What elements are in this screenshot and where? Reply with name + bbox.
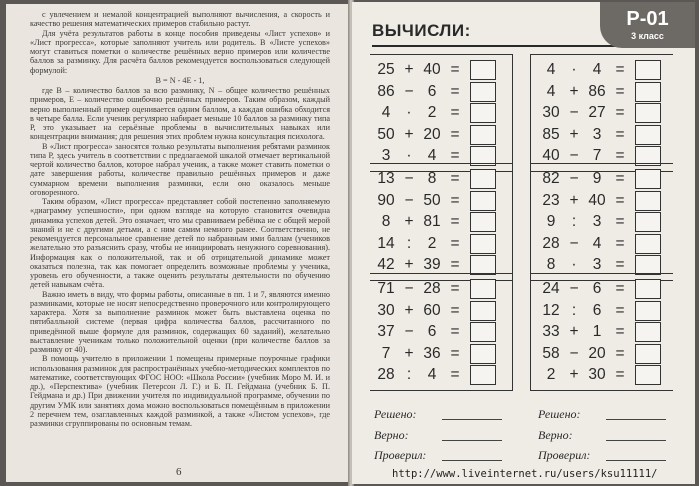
answer-box[interactable] xyxy=(635,191,661,211)
grade-label: 3 класс xyxy=(631,31,664,41)
answer-box[interactable] xyxy=(635,344,661,364)
operand-b: 3 xyxy=(592,256,602,273)
answer-box[interactable] xyxy=(470,191,496,211)
exercise-row xyxy=(539,102,665,124)
equals-sign: = xyxy=(450,170,460,187)
operator: : xyxy=(571,213,577,230)
operand-a: 24 xyxy=(542,280,560,297)
answer-box[interactable] xyxy=(470,212,496,232)
equals-sign: = xyxy=(450,82,460,100)
equals-sign: = xyxy=(615,301,625,319)
exercise-row xyxy=(374,343,500,365)
left-page-text xyxy=(30,10,330,428)
exercise-row xyxy=(374,81,500,103)
answer-box[interactable] xyxy=(635,125,661,145)
answer-box[interactable] xyxy=(470,279,496,299)
answer-box[interactable] xyxy=(470,82,496,102)
left-page xyxy=(6,4,350,482)
result-label: Верно: xyxy=(374,428,409,442)
operand-a: 25 xyxy=(377,61,395,78)
operand-b: 27 xyxy=(588,104,606,121)
operand-b: 6 xyxy=(592,301,602,319)
answer-box[interactable] xyxy=(635,322,661,342)
operand-a: 50 xyxy=(377,125,395,143)
operand-a: 13 xyxy=(377,170,395,187)
operand-b: 7 xyxy=(592,147,602,164)
result-label: Проверил: xyxy=(538,448,591,462)
result-line xyxy=(442,460,502,461)
answer-box[interactable] xyxy=(470,322,496,342)
equals-sign: = xyxy=(615,191,625,209)
equals-sign: = xyxy=(615,104,625,121)
exercise-row xyxy=(374,321,500,343)
operand-b: 30 xyxy=(588,366,606,383)
operator: + xyxy=(404,213,414,230)
answer-box[interactable] xyxy=(470,169,496,189)
operator: − xyxy=(404,170,414,187)
page-number: 6 xyxy=(176,466,182,478)
result-line xyxy=(606,419,666,420)
equals-sign: = xyxy=(615,234,625,252)
operand-b: 4 xyxy=(592,61,602,78)
exercise-row xyxy=(539,278,665,300)
answer-box[interactable] xyxy=(470,255,496,275)
operator: : xyxy=(571,301,577,319)
answer-box[interactable] xyxy=(635,255,661,275)
operand-a: 30 xyxy=(377,301,395,319)
operand-b: 28 xyxy=(423,280,441,297)
operand-a: 3 xyxy=(381,147,391,164)
operand-a: 28 xyxy=(377,366,395,383)
answer-box[interactable] xyxy=(635,60,661,80)
operator: · xyxy=(571,256,577,273)
exercise-block xyxy=(370,273,513,391)
operand-a: 8 xyxy=(546,256,556,273)
operand-a: 86 xyxy=(377,82,395,100)
exercise-row xyxy=(374,364,500,386)
operator: − xyxy=(404,323,414,340)
operand-b: 4 xyxy=(592,234,602,252)
right-page xyxy=(352,2,695,484)
operator: + xyxy=(569,323,579,340)
operand-b: 81 xyxy=(423,213,441,230)
exercise-row xyxy=(539,124,665,146)
equals-sign: = xyxy=(615,61,625,78)
result-label: Решено: xyxy=(538,407,581,421)
answer-box[interactable] xyxy=(635,234,661,254)
result-line xyxy=(606,440,666,441)
paragraph: Важно иметь в виду, что формы работы, описанные в пп. 1 и 7, являются именно разминками, которые не носят непосредственно проверочного или контролирующего характера. Хотя за выполнение разминок может быть выставлена оценка по пятибалльной системе (первая цифра количества баллов, рассчитанного по приведённой выше формуле для разминок, содержащих 60 заданий), желательно выставление ученикам только положительной оценки (при количестве баллов за разминку от 40). xyxy=(30,289,330,354)
equals-sign: = xyxy=(615,256,625,273)
operand-a: 12 xyxy=(542,301,560,319)
operand-a: 90 xyxy=(377,191,395,209)
operator: : xyxy=(406,234,412,252)
operand-a: 4 xyxy=(546,82,556,100)
operator: + xyxy=(569,125,579,143)
answer-box[interactable] xyxy=(635,212,661,232)
operand-a: 14 xyxy=(377,234,395,252)
operand-b: 39 xyxy=(423,256,441,273)
equals-sign: = xyxy=(450,213,460,230)
equals-sign: = xyxy=(450,301,460,319)
exercise-row xyxy=(374,300,500,322)
operand-b: 20 xyxy=(423,125,441,143)
operand-a: 23 xyxy=(542,191,560,209)
exercise-row xyxy=(539,211,665,233)
exercise-row xyxy=(539,81,665,103)
operator: − xyxy=(569,234,579,252)
operand-a: 42 xyxy=(377,256,395,273)
result-checked xyxy=(374,448,514,464)
operand-b: 86 xyxy=(588,82,606,100)
paragraph: В помощь учителю в приложении 1 помещены примерные поурочные графики использования разминок для распространённых учебно-методических комплектов по математике, соответствующих ФГОС НОО: «Школа России» (учебник Моро М. И. и др.), «Перспектива» (учебник Петерсон Л. Г.) и Б. П. Гейдмана (учебник Б. П. Гейдмана и др.) При движении учителя по индивидуальной программе, обучении по другим УМК или занятиях дома можно воспользоваться помещённым в приложении 2 перечнем тем, озаглавленных каждой разминкой, а также «Листом успехов», где разминки сгруппированы по основным темам. xyxy=(30,354,330,428)
equals-sign: = xyxy=(450,344,460,362)
operator: · xyxy=(406,104,412,121)
operand-a: 8 xyxy=(381,213,391,230)
operator: − xyxy=(569,170,579,187)
operand-b: 50 xyxy=(423,191,441,209)
operand-b: 4 xyxy=(427,147,437,164)
operator: − xyxy=(404,82,414,100)
equals-sign: = xyxy=(450,125,460,143)
worksheet-title: ВЫЧИСЛИ: xyxy=(372,21,471,40)
operand-b: 2 xyxy=(427,234,437,252)
answer-box[interactable] xyxy=(635,301,661,321)
paragraph: с увлечением и немалой концентрацией выполняют вычисления, а скорость и качество решения математических примеров стабильно растут. xyxy=(30,10,330,29)
result-label: Верно: xyxy=(538,428,573,442)
operand-a: 2 xyxy=(546,366,556,383)
operand-b: 6 xyxy=(427,82,437,100)
formula: B = N - 4E - 1, xyxy=(155,75,205,85)
exercise-block xyxy=(370,163,513,281)
answer-box[interactable] xyxy=(635,365,661,385)
operand-a: 4 xyxy=(381,104,391,121)
operand-b: 6 xyxy=(592,280,602,297)
operand-b: 36 xyxy=(423,344,441,362)
operand-b: 40 xyxy=(423,61,441,78)
exercise-row xyxy=(539,190,665,212)
operand-a: 71 xyxy=(377,280,395,297)
operand-b: 8 xyxy=(427,170,437,187)
answer-box[interactable] xyxy=(635,82,661,102)
equals-sign: = xyxy=(450,147,460,164)
operand-b: 6 xyxy=(427,323,437,340)
exercise-block xyxy=(370,54,513,172)
operand-a: 9 xyxy=(546,213,556,230)
equals-sign: = xyxy=(615,323,625,340)
operator: − xyxy=(569,147,579,164)
exercise-block xyxy=(530,54,673,172)
paragraph: Таким образом, «Лист прогресса» представляет собой постепенно заполняемую «диаграмму успешности», при одном взгляде на которую становится очевидна динамика успехов детей. Это означает, что мы сравниваем ребёнка не с общей мерой знаний и не с другими детьми, а с ним самим немного ранее. Соответственно, не рекомендуется персональное сравнение детей по набранным ими баллам (учеников желательно это разъяснить сразу, чтобы не инициировать ненужного соревнования). Информация как о положительной, так и об отрицательной динамике может оказаться полезна, так как помогает определить возможные проблемы у ученика, уровень его обученности, а также оценить результаты деятельности по обучению детей навыкам счёта. xyxy=(30,197,330,290)
answer-box[interactable] xyxy=(635,279,661,299)
operator: · xyxy=(571,61,577,78)
operand-a: 4 xyxy=(546,61,556,78)
equals-sign: = xyxy=(450,61,460,78)
operand-b: 20 xyxy=(588,344,606,362)
operator: − xyxy=(569,344,579,362)
exercise-row xyxy=(539,59,665,81)
watermark-url: http://www.liveinternet.ru/users/ksu11111/ xyxy=(392,468,658,480)
equals-sign: = xyxy=(615,213,625,230)
answer-box[interactable] xyxy=(470,60,496,80)
worksheet-code: Р-01 xyxy=(626,8,669,30)
exercise-row xyxy=(374,124,500,146)
equals-sign: = xyxy=(450,280,460,297)
answer-box[interactable] xyxy=(470,365,496,385)
result-line xyxy=(442,419,502,420)
exercise-row xyxy=(539,168,665,190)
result-correct xyxy=(374,428,514,444)
operand-b: 4 xyxy=(427,366,437,383)
exercise-row xyxy=(374,278,500,300)
equals-sign: = xyxy=(450,234,460,252)
operator: − xyxy=(404,191,414,209)
result-line xyxy=(606,460,666,461)
operand-a: 58 xyxy=(542,344,560,362)
operand-a: 40 xyxy=(542,147,560,164)
operator: − xyxy=(404,280,414,297)
equals-sign: = xyxy=(615,125,625,143)
exercise-row xyxy=(539,343,665,365)
equals-sign: = xyxy=(450,323,460,340)
operator: + xyxy=(404,125,414,143)
equals-sign: = xyxy=(615,344,625,362)
operand-a: 37 xyxy=(377,323,395,340)
exercise-row xyxy=(374,190,500,212)
operand-b: 1 xyxy=(592,323,602,340)
operand-b: 60 xyxy=(423,301,441,319)
exercise-row xyxy=(374,233,500,255)
equals-sign: = xyxy=(450,104,460,121)
answer-box[interactable] xyxy=(470,234,496,254)
operand-a: 30 xyxy=(542,104,560,121)
equals-sign: = xyxy=(615,170,625,187)
exercise-row xyxy=(374,168,500,190)
exercise-row xyxy=(539,321,665,343)
exercise-block xyxy=(530,163,673,281)
operator: + xyxy=(404,256,414,273)
result-label: Решено: xyxy=(374,407,417,421)
operand-a: 33 xyxy=(542,323,560,340)
exercise-row xyxy=(374,59,500,81)
result-label: Проверил: xyxy=(374,448,427,462)
operand-a: 28 xyxy=(542,234,560,252)
equals-sign: = xyxy=(450,191,460,209)
operand-b: 2 xyxy=(427,104,437,121)
exercise-row xyxy=(539,300,665,322)
operator: + xyxy=(404,301,414,319)
equals-sign: = xyxy=(615,280,625,297)
exercise-row xyxy=(539,364,665,386)
operator: + xyxy=(404,344,414,362)
equals-sign: = xyxy=(615,82,625,100)
operand-b: 3 xyxy=(592,125,602,143)
answer-box[interactable] xyxy=(470,301,496,321)
operator: − xyxy=(569,104,579,121)
equals-sign: = xyxy=(450,366,460,383)
operator: + xyxy=(569,366,579,383)
operator: + xyxy=(404,61,414,78)
result-solved xyxy=(374,407,514,423)
exercise-block xyxy=(530,273,673,391)
paragraph: где B – количество баллов за всю разминку, N – общее количество решённых примеров, E – количество ошибочно решённых примеров. Таким образом, каждый верно выполненный пример оценивается одним баллом, а каждая ошибка обходится в четыре балла. Если ученик регулярно набирает меньше 10 баллов за разминку типа Р, это указывает на серьёзные проблемы в вычислительных навыках или концентрации внимания; для решения этих проблем нужна консультация психолога. xyxy=(30,86,330,142)
operand-a: 85 xyxy=(542,125,560,143)
operator: : xyxy=(406,366,412,383)
equals-sign: = xyxy=(615,366,625,383)
answer-box[interactable] xyxy=(635,169,661,189)
answer-box[interactable] xyxy=(635,103,661,123)
worksheet-code-tab xyxy=(600,2,695,48)
equals-sign: = xyxy=(615,147,625,164)
result-checked xyxy=(538,448,678,464)
equals-sign: = xyxy=(450,256,460,273)
paragraph: Для учёта результатов работы в конце пособия приведены «Лист успехов» и «Лист прогресса», которые заполняют учитель или родитель. В «Листе успехов» могут ставиться пометки о количестве решённых верно примеров или количестве баллов за разминку. Для расчёта баллов рекомендуется воспользоваться следующей формулой: xyxy=(30,28,330,75)
answer-box[interactable] xyxy=(470,103,496,123)
result-solved xyxy=(538,407,678,423)
operand-a: 82 xyxy=(542,170,560,187)
result-line xyxy=(442,440,502,441)
operator: · xyxy=(406,147,412,164)
operator: + xyxy=(569,191,579,209)
exercise-row xyxy=(374,211,500,233)
operator: − xyxy=(569,280,579,297)
operator: + xyxy=(569,82,579,100)
answer-box[interactable] xyxy=(470,344,496,364)
operand-b: 9 xyxy=(592,170,602,187)
operand-b: 40 xyxy=(588,191,606,209)
exercise-row xyxy=(374,102,500,124)
answer-box[interactable] xyxy=(470,125,496,145)
paragraph: В «Лист прогресса» заносятся только результаты выполнения ребятами разминок типа Р, здесь учитель в соответствии с предлагаемой шкалой отмечает вертикальной чертой количество баллов, которое набрал ученик, а также может ставить пометки о дате завершения работы, количестве правильно решённых примеров и даже суммарном времени выполнения разминки, если оно оказалось меньше оговоренного. xyxy=(30,141,330,197)
operand-a: 7 xyxy=(381,344,391,362)
exercise-row xyxy=(539,233,665,255)
operand-b: 3 xyxy=(592,213,602,230)
result-correct xyxy=(538,428,678,444)
